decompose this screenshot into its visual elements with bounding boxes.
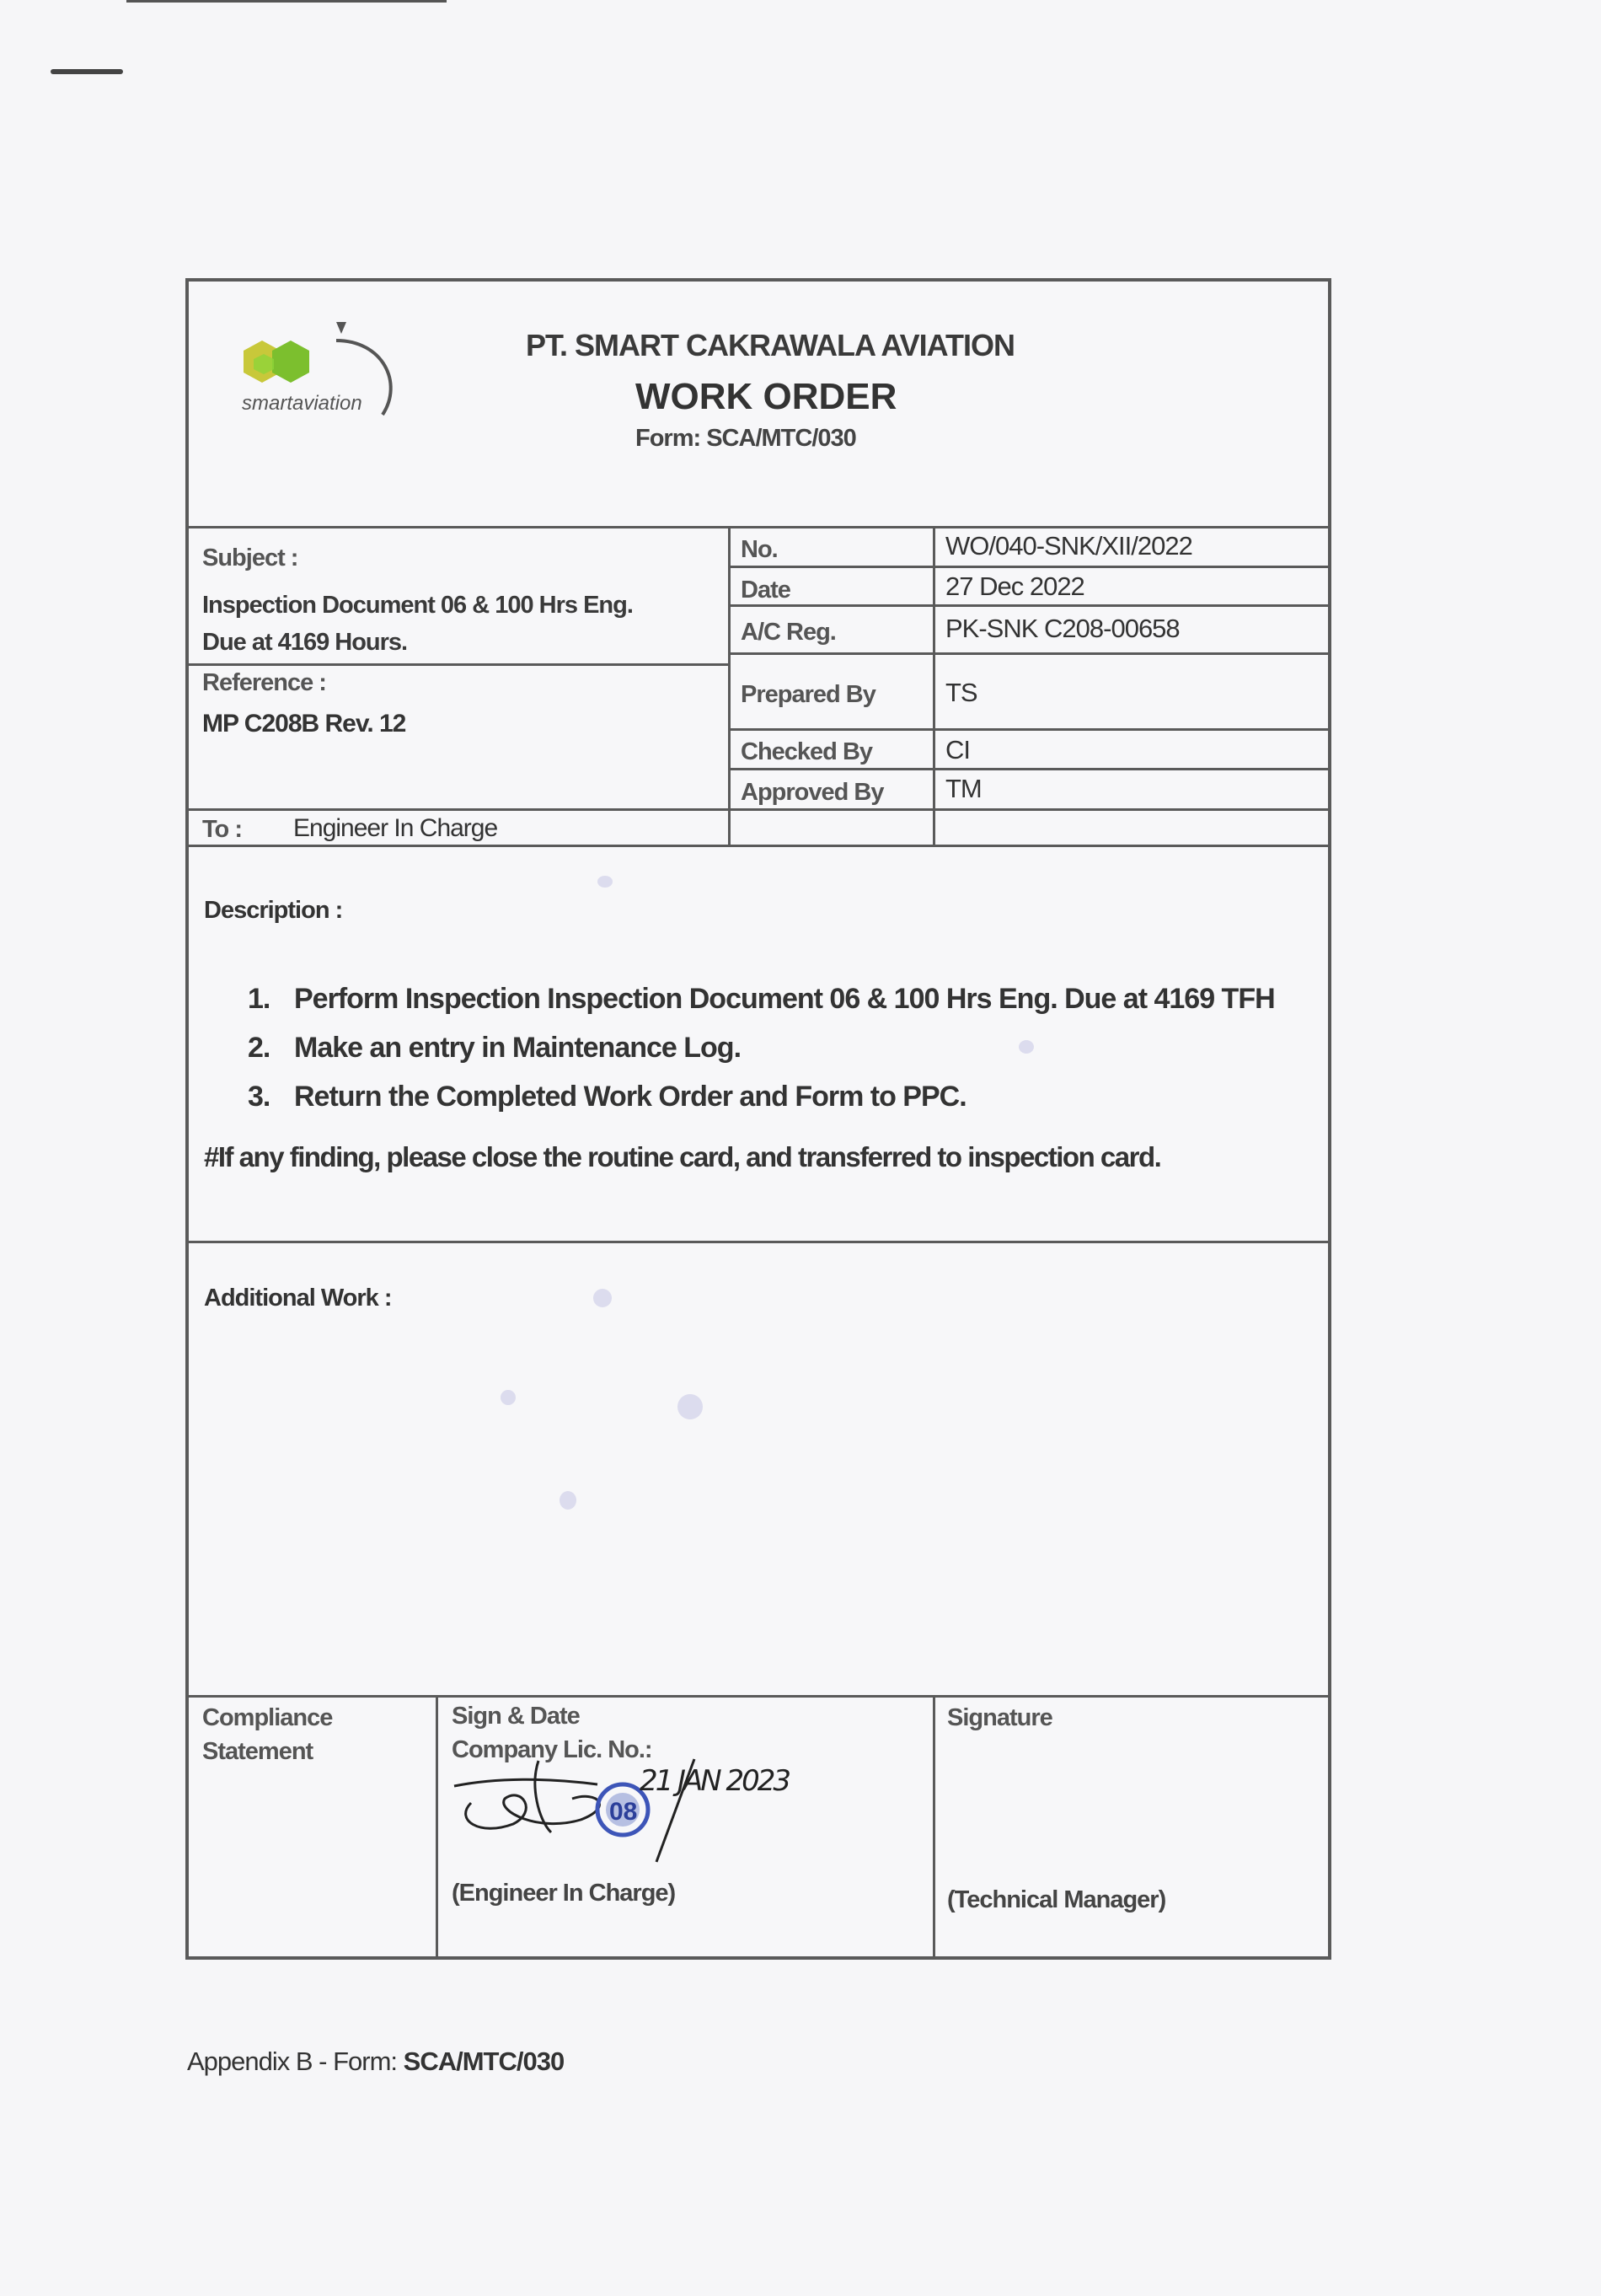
- field-label-no: No.: [741, 536, 778, 563]
- footer: [187, 2047, 564, 2077]
- col-divider: [436, 1695, 438, 1960]
- svg-text:smartaviation: smartaviation: [242, 392, 362, 415]
- scan-spot: [501, 1390, 516, 1405]
- to-label: To :: [202, 816, 242, 843]
- list-item: 2. Make an entry in Maintenance Log.: [248, 1032, 742, 1064]
- description-list: [248, 983, 1275, 1129]
- row-divider: [728, 566, 1328, 568]
- scan-top-edge: [126, 0, 447, 3]
- field-label-approved-by: Approved By: [741, 779, 884, 806]
- work-order-form: [185, 278, 1331, 1960]
- reference-value: MP C208B Rev. 12: [202, 710, 406, 738]
- col-divider: [933, 1695, 935, 1960]
- company-logo: [210, 307, 412, 425]
- field-value-date: 27 Dec 2022: [945, 571, 1084, 601]
- scan-spot: [677, 1394, 703, 1419]
- field-value-checked-by: CI: [945, 735, 970, 764]
- list-item: 1. Perform Inspection Inspection Document 06 & 100 Hrs Eng. Due at 4169 TFH: [248, 983, 1275, 1015]
- divider-info-right: [933, 526, 935, 845]
- sign-date-label: Sign & Date: [452, 1703, 580, 1730]
- svg-text:08: 08: [609, 1798, 638, 1826]
- scan-spot: [597, 876, 613, 888]
- scan-spot: [560, 1491, 576, 1510]
- field-value-ac-reg: PK-SNK C208-00658: [945, 614, 1180, 643]
- row-divider: [728, 652, 1328, 655]
- additional-work-label: Additional Work :: [204, 1285, 392, 1312]
- scan-mark: [51, 69, 123, 74]
- engineer-signature: [446, 1752, 817, 1883]
- engineer-label: (Engineer In Charge): [452, 1880, 676, 1907]
- svg-text:21 JAN 2023: 21 JAN 2023: [640, 1764, 791, 1798]
- subject-label: Subject :: [202, 544, 298, 571]
- scan-spot: [1019, 1040, 1034, 1054]
- row-divider: [189, 663, 731, 666]
- row-divider: [189, 1695, 1328, 1698]
- scan-spot: [593, 1289, 612, 1307]
- field-label-ac-reg: A/C Reg.: [741, 619, 836, 646]
- company-name: PT. SMART CAKRAWALA AVIATION: [526, 328, 1015, 362]
- list-item: 3. Return the Completed Work Order and Form to PPC.: [248, 1081, 966, 1113]
- description-label: Description :: [204, 897, 343, 924]
- company-lic-label: Company Lic. No.:: [452, 1736, 652, 1763]
- field-value-no: WO/040-SNK/XII/2022: [945, 531, 1192, 561]
- footer-code: SCA/MTC/030: [403, 2047, 565, 2076]
- compliance-label-2: Statement: [202, 1738, 313, 1765]
- document-title: WORK ORDER: [635, 376, 897, 417]
- row-divider: [728, 768, 1328, 770]
- finding-note: #If any finding, please close the routine card, and transferred to inspection card.: [204, 1141, 1161, 1172]
- row-divider: [728, 604, 1328, 607]
- field-label-date: Date: [741, 577, 790, 604]
- reference-label: Reference :: [202, 669, 326, 696]
- subject-line-1: Inspection Document 06 & 100 Hrs Eng.: [202, 592, 633, 619]
- manager-label: (Technical Manager): [947, 1886, 1166, 1913]
- row-divider: [189, 1241, 1328, 1243]
- form-code: Form: SCA/MTC/030: [635, 425, 856, 452]
- field-label-prepared-by: Prepared By: [741, 681, 875, 708]
- compliance-label-1: Compliance: [202, 1704, 333, 1731]
- divider-info-left: [728, 526, 731, 845]
- row-divider: [189, 808, 1328, 811]
- to-value: Engineer In Charge: [293, 814, 498, 842]
- row-divider: [189, 845, 1328, 847]
- subject-line-2: Due at 4169 Hours.: [202, 629, 408, 656]
- field-label-checked-by: Checked By: [741, 738, 873, 765]
- signature-label: Signature: [947, 1704, 1052, 1731]
- field-value-approved-by: TM: [945, 774, 982, 803]
- field-value-prepared-by: TS: [945, 678, 977, 707]
- divider-header: [189, 526, 1328, 528]
- footer-prefix: Appendix B - Form:: [187, 2047, 398, 2076]
- row-divider: [728, 728, 1328, 731]
